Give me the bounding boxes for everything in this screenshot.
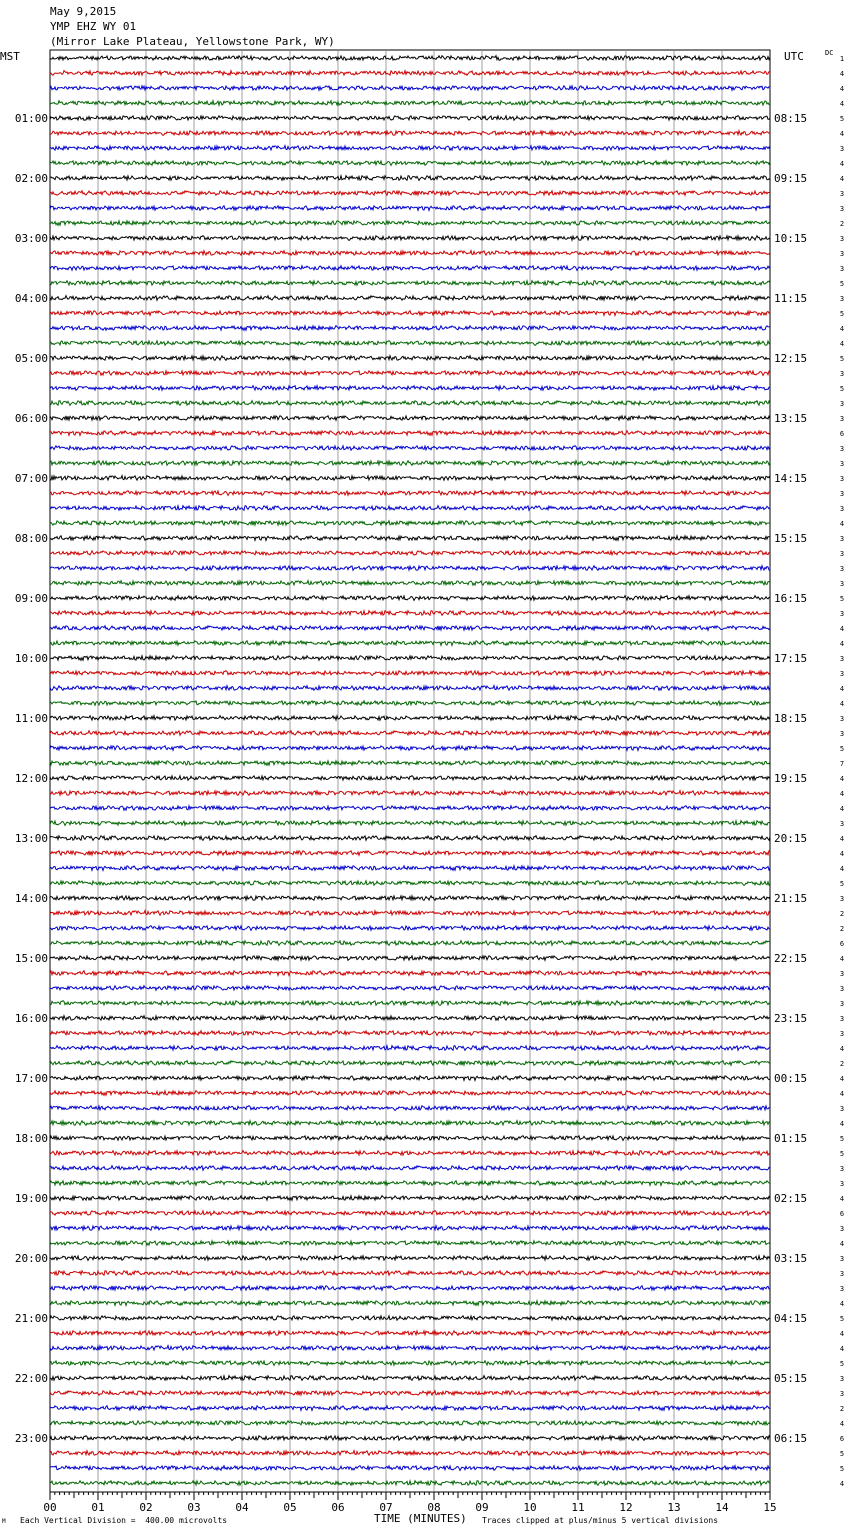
right-hour-label: 20:15 [774,832,808,845]
seismic-trace [50,611,770,616]
seismic-trace [50,116,770,121]
seismic-trace [50,701,770,706]
seismic-trace [50,791,770,796]
dc-offset-label: 4 [839,100,845,108]
dc-offset-label: 2 [839,910,845,918]
seismic-trace [50,311,770,316]
seismic-trace [50,761,770,766]
seismic-trace [50,581,770,586]
left-hour-label: 18:00 [14,1132,48,1145]
dc-offset-label: 5 [839,1360,845,1368]
seismic-trace [50,1271,770,1276]
seismic-trace [50,1286,770,1291]
dc-offset-label: 5 [839,595,845,603]
seismic-trace [50,326,770,331]
seismic-trace [50,1151,770,1156]
dc-offset-label: 3 [839,250,845,258]
right-timezone-label: UTC [784,50,804,63]
seismic-trace [50,1226,770,1231]
seismic-trace [50,1406,770,1411]
seismic-trace [50,521,770,526]
seismic-trace [50,596,770,601]
dc-offset-label: 3 [839,1030,845,1038]
seismic-trace [50,1091,770,1096]
dc-offset-label: 4 [839,955,845,963]
seismic-trace [50,851,770,856]
right-hour-label: 06:15 [774,1432,808,1445]
dc-offset-label: 3 [839,1375,845,1383]
dc-offset-label: 3 [839,475,845,483]
left-hour-label: 14:00 [14,892,48,905]
x-tick-label: 07 [379,1501,393,1514]
seismic-trace [50,1211,770,1216]
left-timezone-label: MST [0,50,20,63]
seismic-trace [50,1016,770,1021]
right-hour-label: 19:15 [774,772,808,785]
seismic-trace [50,401,770,406]
dc-offset-label: 3 [839,235,845,243]
dc-offset-label: 4 [839,1120,845,1128]
seismic-trace [50,716,770,721]
seismic-trace [50,1136,770,1141]
dc-offset-label: 4 [839,160,845,168]
seismic-trace [50,161,770,166]
left-hour-label: 16:00 [14,1012,48,1025]
x-tick-label: 14 [715,1501,729,1514]
dc-label: DC [825,49,834,57]
seismic-trace [50,731,770,736]
right-hour-label: 10:15 [774,232,808,245]
right-hour-label: 03:15 [774,1252,808,1265]
seismic-trace [50,416,770,421]
seismic-trace [50,671,770,676]
seismic-trace [50,1196,770,1201]
dc-offset-label: 3 [839,985,845,993]
seismic-trace [50,881,770,886]
seismic-trace [50,1421,770,1425]
dc-offset-label: 4 [839,625,845,633]
seismic-trace [50,221,770,226]
dc-offset-label: 3 [839,295,845,303]
dc-offset-label: 3 [839,1015,845,1023]
left-hour-label: 11:00 [14,712,48,725]
left-hour-label: 21:00 [14,1312,48,1325]
left-hour-label: 17:00 [14,1072,48,1085]
seismic-trace [50,446,770,451]
left-hour-label: 08:00 [14,532,48,545]
dc-offset-label: 4 [839,700,845,708]
seismic-trace [50,1301,770,1306]
right-hour-label: 00:15 [774,1072,808,1085]
x-axis-label: TIME (MINUTES) [374,1512,467,1525]
right-hour-label: 18:15 [774,712,808,725]
dc-offset-label: 3 [839,445,845,453]
left-hour-label: 06:00 [14,412,48,425]
seismic-trace [50,1376,770,1381]
dc-offset-label: 4 [839,1420,845,1428]
dc-offset-label: 5 [839,1135,845,1143]
dc-offset-label: 4 [839,175,845,183]
dc-offset-label: 4 [839,85,845,93]
right-hour-label: 17:15 [774,652,808,665]
left-hour-label: 15:00 [14,952,48,965]
x-tick-label: 13 [667,1501,681,1514]
left-hour-label: 13:00 [14,832,48,845]
seismic-trace [50,1361,770,1366]
seismic-trace [50,71,770,76]
seismic-trace [50,56,770,61]
dc-offset-label: 4 [839,325,845,333]
dc-offset-label: 5 [839,280,845,288]
seismic-trace [50,431,770,436]
dc-offset-label: 3 [839,1255,845,1263]
dc-offset-label: 3 [839,1225,845,1233]
dc-offset-label: 5 [839,115,845,123]
dc-offset-label: 3 [839,535,845,543]
x-tick-label: 08 [427,1501,441,1514]
seismic-trace [50,1031,770,1036]
x-tick-label: 04 [235,1501,249,1514]
dc-offset-label: 3 [839,205,845,213]
dc-offset-label: 7 [839,760,845,768]
seismic-trace [50,1061,770,1066]
seismic-trace [50,821,770,826]
seismic-trace [50,911,770,916]
seismic-trace [50,1316,770,1321]
seismic-trace [50,1241,770,1245]
right-hour-label: 08:15 [774,112,808,125]
seismic-trace [50,191,770,196]
dc-offset-label: 4 [839,1090,845,1098]
seismic-trace [50,641,770,646]
seismic-trace [50,926,770,931]
seismic-trace [50,251,770,256]
x-tick-label: 10 [523,1501,537,1514]
right-hour-label: 22:15 [774,952,808,965]
seismic-trace [50,506,770,511]
seismic-trace [50,941,770,946]
seismic-trace [50,956,770,961]
dc-offset-label: 2 [839,1060,845,1068]
seismic-trace [50,566,770,571]
dc-offset-label: 3 [839,565,845,573]
dc-offset-label: 4 [839,1300,845,1308]
footer-mark: M [2,1518,6,1525]
left-hour-label: 23:00 [14,1432,48,1445]
x-tick-label: 02 [139,1501,153,1514]
right-hour-label: 05:15 [774,1372,808,1385]
dc-offset-label: 4 [839,1195,845,1203]
dc-offset-label: 3 [839,550,845,558]
dc-offset-label: 3 [839,610,845,618]
station-location: (Mirror Lake Plateau, Yellowstone Park, WY) [50,35,335,48]
dc-offset-label: 5 [839,310,845,318]
dc-offset-label: 3 [839,460,845,468]
x-tick-label: 03 [187,1501,201,1514]
dc-offset-label: 1 [839,55,845,63]
dc-offset-label: 4 [839,640,845,648]
dc-offset-label: 6 [839,430,845,438]
right-hour-label: 16:15 [774,592,808,605]
seismic-trace [50,1166,770,1171]
scale-note: Each Vertical Division = 400.00 microvolts [20,1516,228,1525]
seismic-trace [50,356,770,361]
dc-offset-label: 4 [839,775,845,783]
dc-offset-label: 3 [839,715,845,723]
seismic-trace [50,626,770,631]
seismic-trace [50,476,770,481]
dc-offset-label: 3 [839,370,845,378]
dc-offset-label: 2 [839,220,845,228]
seismic-trace [50,1391,770,1396]
left-hour-label: 09:00 [14,592,48,605]
dc-offset-label: 3 [839,490,845,498]
seismic-trace [50,866,770,871]
right-hour-label: 12:15 [774,352,808,365]
dc-offset-label: 4 [839,685,845,693]
seismic-trace [50,371,770,376]
seismic-trace [50,386,770,391]
dc-offset-label: 3 [839,265,845,273]
x-tick-label: 05 [283,1501,297,1514]
left-hour-label: 20:00 [14,1252,48,1265]
x-tick-label: 00 [43,1501,57,1514]
dc-offset-label: 3 [839,655,845,663]
seismic-trace [50,776,770,781]
dc-offset-label: 4 [839,1330,845,1338]
left-hour-label: 19:00 [14,1192,48,1205]
dc-offset-label: 5 [839,385,845,393]
seismic-trace [50,971,770,976]
dc-offset-label: 3 [839,400,845,408]
seismic-trace [50,1001,770,1006]
dc-offset-label: 3 [839,1105,845,1113]
dc-offset-label: 3 [839,1165,845,1173]
dc-offset-label: 3 [839,190,845,198]
left-hour-label: 04:00 [14,292,48,305]
dc-offset-label: 4 [839,1075,845,1083]
right-hour-label: 09:15 [774,172,808,185]
right-hour-label: 04:15 [774,1312,808,1325]
dc-offset-label: 4 [839,340,845,348]
dc-offset-label: 3 [839,670,845,678]
dc-offset-label: 5 [839,1150,845,1158]
dc-offset-label: 4 [839,70,845,78]
dc-offset-label: 5 [839,745,845,753]
seismic-trace [50,206,770,211]
seismic-trace [50,656,770,661]
dc-offset-label: 6 [839,940,845,948]
dc-offset-label: 6 [839,1435,845,1443]
seismic-trace [50,101,770,106]
right-hour-label: 02:15 [774,1192,808,1205]
plot-date: May 9,2015 [50,5,117,18]
seismic-trace [50,1076,770,1081]
dc-offset-label: 2 [839,925,845,933]
seismic-trace [50,146,770,151]
left-hour-label: 01:00 [14,112,48,125]
dc-offset-label: 4 [839,835,845,843]
dc-offset-label: 4 [839,520,845,528]
right-hour-label: 13:15 [774,412,808,425]
seismic-trace [50,491,770,496]
seismic-trace [50,551,770,556]
left-hour-label: 22:00 [14,1372,48,1385]
dc-offset-label: 3 [839,145,845,153]
seismic-trace [50,1436,770,1441]
seismic-trace [50,836,770,841]
seismic-trace [50,686,770,691]
dc-offset-label: 2 [839,1405,845,1413]
x-tick-label: 11 [571,1501,585,1514]
seismic-trace [50,806,770,810]
seismic-trace [50,1256,770,1261]
dc-offset-label: 4 [839,865,845,873]
seismic-trace [50,896,770,901]
seismic-trace [50,746,770,751]
right-hour-label: 21:15 [774,892,808,905]
left-hour-label: 07:00 [14,472,48,485]
dc-offset-label: 4 [839,790,845,798]
x-tick-label: 01 [91,1501,105,1514]
seismic-trace [50,236,770,241]
dc-offset-label: 3 [839,820,845,828]
x-tick-label: 09 [475,1501,489,1514]
seismic-trace [50,296,770,301]
seismic-trace [50,266,770,271]
dc-offset-label: 4 [839,1480,845,1488]
dc-offset-label: 4 [839,1045,845,1053]
dc-offset-label: 3 [839,1270,845,1278]
seismic-trace [50,1451,770,1456]
right-hour-label: 15:15 [774,532,808,545]
right-hour-label: 14:15 [774,472,808,485]
seismic-trace [50,1481,770,1486]
seismic-trace [50,1466,770,1471]
dc-offset-label: 6 [839,1210,845,1218]
dc-offset-label: 5 [839,880,845,888]
right-hour-label: 01:15 [774,1132,808,1145]
dc-offset-label: 3 [839,1180,845,1188]
x-tick-label: 06 [331,1501,345,1514]
dc-offset-label: 3 [839,1000,845,1008]
seismic-trace [50,86,770,91]
dc-offset-label: 3 [839,895,845,903]
seismic-trace [50,1181,770,1186]
seismic-trace [50,176,770,181]
seismic-trace [50,131,770,136]
dc-offset-label: 5 [839,1315,845,1323]
dc-offset-label: 5 [839,1465,845,1473]
station-name: YMP EHZ WY 01 [50,20,137,33]
seismic-trace [50,986,770,990]
left-hour-label: 02:00 [14,172,48,185]
seismic-trace [50,341,770,346]
dc-offset-label: 3 [839,1390,845,1398]
seismic-trace [50,1106,770,1111]
right-hour-label: 11:15 [774,292,808,305]
left-hour-label: 12:00 [14,772,48,785]
dc-offset-label: 4 [839,805,845,813]
dc-offset-label: 4 [839,850,845,858]
dc-offset-label: 5 [839,355,845,363]
dc-offset-label: 3 [839,580,845,588]
seismic-trace [50,1346,770,1351]
seismic-trace [50,461,770,466]
seismic-trace [50,281,770,286]
dc-offset-label: 4 [839,1240,845,1248]
seismic-trace [50,1121,770,1126]
dc-offset-label: 3 [839,415,845,423]
right-hour-label: 23:15 [774,1012,808,1025]
dc-offset-label: 3 [839,730,845,738]
dc-offset-label: 4 [839,1345,845,1353]
x-tick-label: 15 [763,1501,777,1514]
dc-offset-label: 5 [839,1450,845,1458]
x-tick-label: 12 [619,1501,633,1514]
left-hour-label: 10:00 [14,652,48,665]
dc-offset-label: 3 [839,970,845,978]
dc-offset-label: 3 [839,1285,845,1293]
dc-offset-label: 3 [839,505,845,513]
left-hour-label: 05:00 [14,352,48,365]
seismic-trace [50,536,770,541]
clip-note: Traces clipped at plus/minus 5 vertical divisions [482,1516,719,1525]
seismic-trace [50,1331,770,1336]
seismic-trace [50,1046,770,1051]
dc-offset-label: 4 [839,130,845,138]
left-hour-label: 03:00 [14,232,48,245]
